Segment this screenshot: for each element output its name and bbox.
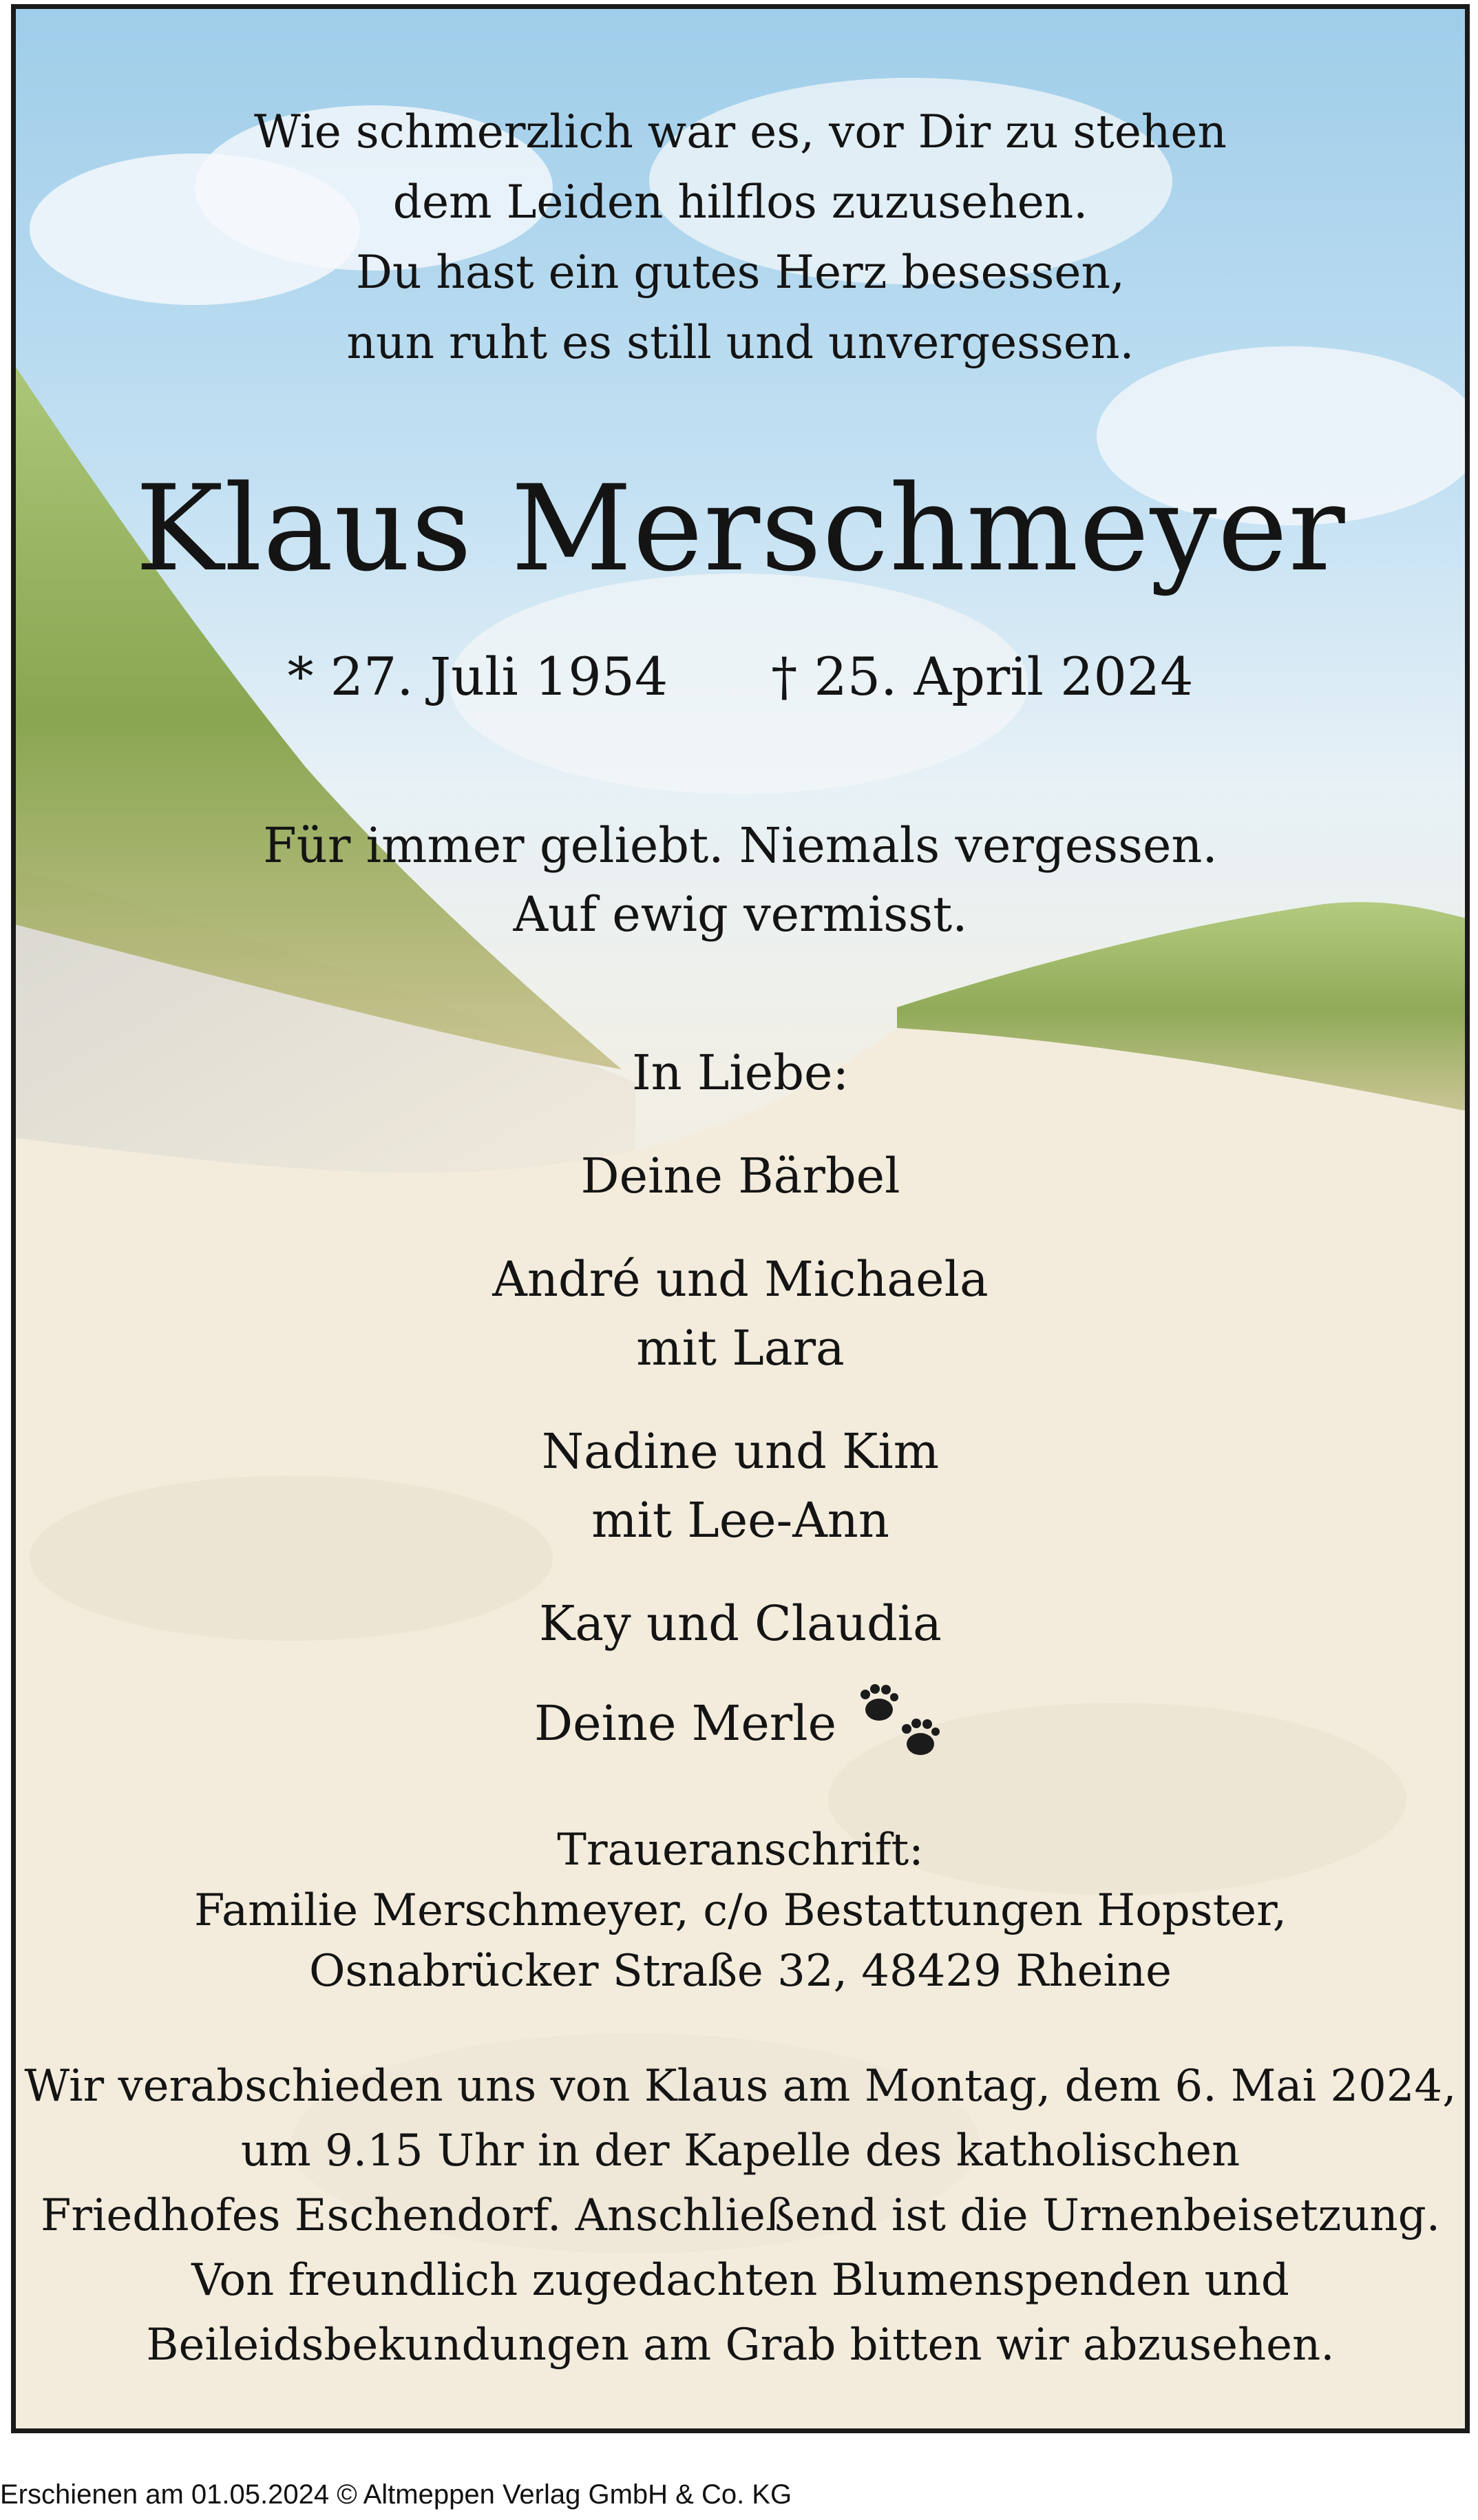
family-child-1 <box>16 1245 1465 1383</box>
family-names: mit Lara <box>636 1320 845 1376</box>
family-names: André und Michaela <box>492 1251 989 1308</box>
deceased-name: Klaus Merschmeyer <box>135 459 1346 598</box>
family-names: Nadine und Kim <box>541 1423 940 1480</box>
service-line: Wir verabschieden uns von Klaus am Montag, dem 6. Mai 2024, <box>24 2061 1457 2112</box>
family-child-3: Kay und Claudia <box>539 1595 942 1652</box>
tagline-line: Auf ewig vermisst. <box>513 886 968 943</box>
family-child-2 <box>16 1417 1465 1555</box>
service-line: um 9.15 Uhr in der Kapelle des katholischen <box>240 2125 1241 2176</box>
death-date: † 25. April 2024 <box>771 646 1194 707</box>
family-names: mit Lee-Ann <box>591 1492 889 1548</box>
family-pet <box>16 1689 1465 1772</box>
address-line: Osnabrücker Straße 32, 48429 Rheine <box>308 1946 1172 1997</box>
poem-line: Wie schmerzlich war es, vor Dir zu stehen <box>254 105 1227 158</box>
tagline-line: Für immer geliebt. Niemals vergessen. <box>263 817 1218 874</box>
life-dates <box>16 642 1465 711</box>
address-line: Familie Merschmeyer, c/o Bestattungen Hopster, <box>193 1885 1287 1936</box>
service-line: Friedhofes Eschendorf. Anschließend ist die Urnenbeisetzung. <box>40 2190 1441 2241</box>
paw-prints-icon <box>857 1683 947 1766</box>
obituary-notice <box>11 4 1470 2433</box>
birth-date: * 27. Juli 1954 <box>287 646 668 707</box>
poem-line: Du hast ein gutes Herz besessen, <box>356 246 1125 299</box>
address-heading: Traueranschrift: <box>557 1825 924 1876</box>
tagline <box>16 811 1465 949</box>
family-spouse: Deine Bärbel <box>580 1148 900 1204</box>
pet-name: Deine Merle <box>534 1695 837 1752</box>
funeral-service-info <box>16 2054 1465 2377</box>
mourning-address <box>16 1820 1465 2002</box>
poem-line: nun ruht es still und unvergessen. <box>346 316 1134 369</box>
publication-footer: Erschienen am 01.05.2024 © Altmeppen Verlag GmbH & Co. KG <box>0 2479 792 2510</box>
poem <box>16 97 1465 378</box>
service-line: Von freundlich zugedachten Blumenspenden und <box>191 2255 1289 2306</box>
family-intro: In Liebe: <box>631 1044 849 1101</box>
poem-line: dem Leiden hilflos zuzusehen. <box>392 176 1088 229</box>
service-line: Beileidsbekundungen am Grab bitten wir abzusehen. <box>146 2320 1335 2371</box>
